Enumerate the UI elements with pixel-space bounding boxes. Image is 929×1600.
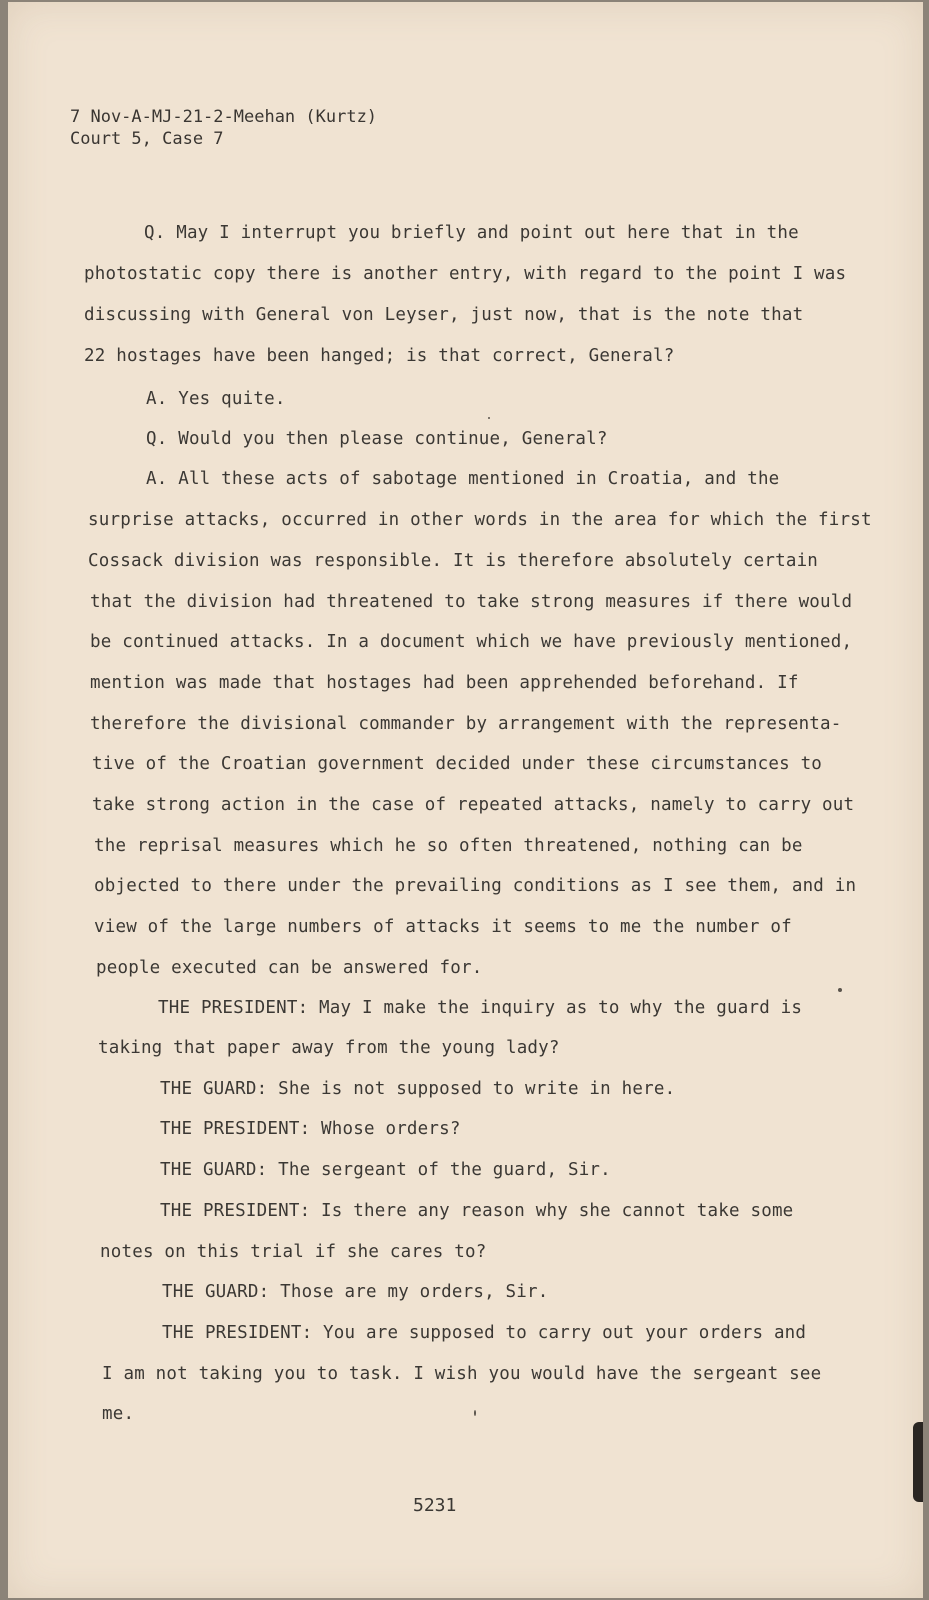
transcript-line: Cossack division was responsible. It is therefore absolutely certain (88, 551, 819, 571)
transcript-line: THE PRESIDENT: Whose orders? (160, 1119, 461, 1139)
transcript-line: discussing with General von Leyser, just now, that is the note that (84, 305, 804, 325)
transcript-line: people executed can be answered for. (96, 958, 483, 978)
transcript-line: A. Yes quite. (146, 389, 286, 409)
transcript-line: me. (102, 1404, 135, 1424)
transcript-line: THE PRESIDENT: Is there any reason why she cannot take some (160, 1201, 794, 1221)
transcript-line: view of the large numbers of attacks it seems to me the number of (94, 917, 792, 937)
paper-speck (474, 1410, 476, 1416)
page-edge-shadow (913, 1422, 923, 1502)
transcript-line: photostatic copy there is another entry, with regard to the point I was (84, 264, 847, 284)
transcript-line: that the division had threatened to take strong measures if there would (90, 592, 853, 612)
transcript-line: THE PRESIDENT: You are supposed to carry out your orders and (162, 1323, 807, 1343)
document-page (8, 2, 923, 1598)
transcript-line: THE GUARD: The sergeant of the guard, Sir. (160, 1160, 611, 1180)
transcript-line: Q. Would you then please continue, General? (146, 429, 608, 449)
transcript-line: THE GUARD: She is not supposed to write in here. (160, 1079, 676, 1099)
transcript-line: be continued attacks. In a document which we have previously mentioned, (90, 632, 853, 652)
transcript-line: tive of the Croatian government decided under these circumstances to (92, 754, 823, 774)
transcript-line: therefore the divisional commander by arrangement with the representa- (90, 714, 842, 734)
paper-speck (838, 988, 842, 992)
transcript-line: taking that paper away from the young lady? (98, 1038, 560, 1058)
transcript-line: Q. May I interrupt you briefly and point out here that in the (144, 223, 799, 243)
header-court-case: Court 5, Case 7 (70, 129, 224, 149)
transcript-line: objected to there under the prevailing conditions as I see them, and in (94, 876, 857, 896)
header-reference: 7 Nov-A-MJ-21-2-Meehan (Kurtz) (70, 107, 378, 127)
transcript-line: 22 hostages have been hanged; is that correct, General? (84, 346, 675, 366)
document-header (70, 106, 377, 150)
transcript-line: surprise attacks, occurred in other words in the area for which the first (88, 510, 872, 530)
transcript-line: I am not taking you to task. I wish you would have the sergeant see (102, 1364, 822, 1384)
transcript-line: THE PRESIDENT: May I make the inquiry as to why the guard is (158, 998, 803, 1018)
transcript-line: take strong action in the case of repeated attacks, namely to carry out (92, 795, 855, 815)
transcript-line: mention was made that hostages had been apprehended beforehand. If (90, 673, 799, 693)
paper-speck (488, 417, 490, 419)
transcript-line: the reprisal measures which he so often threatened, nothing can be (94, 836, 803, 856)
transcript-line: notes on this trial if she cares to? (100, 1242, 487, 1262)
page-number: 5231 (413, 1495, 457, 1516)
transcript-line: THE GUARD: Those are my orders, Sir. (162, 1282, 549, 1302)
transcript-line: A. All these acts of sabotage mentioned in Croatia, and the (146, 469, 780, 489)
